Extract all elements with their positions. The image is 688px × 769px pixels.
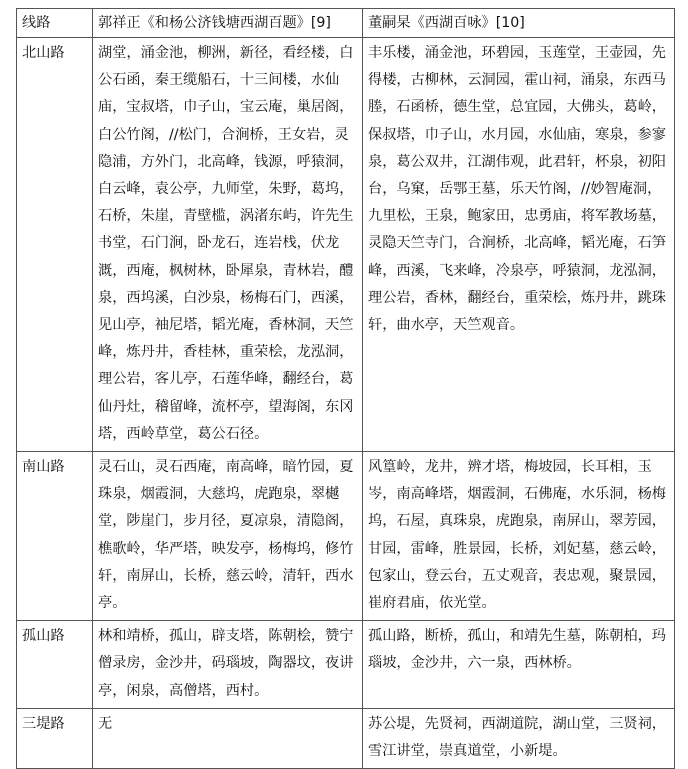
header-dong-sigao: 董嗣杲《西湖百咏》[10] <box>363 9 675 38</box>
table-row <box>17 452 675 621</box>
route-cell: 孤山路 <box>17 621 93 709</box>
route-comparison-table <box>16 8 675 769</box>
header-route: 线路 <box>17 9 93 38</box>
table-row <box>17 38 675 452</box>
table-row <box>17 621 675 709</box>
dong-sites-cell: 风篁岭，龙井，辨才塔，梅坡园，长耳相，玉岑，南高峰塔，烟霞洞，石佛庵，水乐洞，杨梅坞，石屋，真珠泉，虎跑泉，南屏山，翠芳园，甘园，雷峰，胜景园，长桥，刘妃墓，慈云岭，包家山，登云台，五丈观音，表忠观，聚景园，崔府君庙，依光堂。 <box>363 452 675 621</box>
header-guo-xiangzheng: 郭祥正《和杨公济钱塘西湖百题》[9] <box>93 9 363 38</box>
dong-sites-cell: 苏公堤，先贤祠，西湖道院，湖山堂，三贤祠，雪江讲堂，崇真道堂，小新堤。 <box>363 708 675 768</box>
table-header-row <box>17 9 675 38</box>
table-row <box>17 708 675 768</box>
route-cell: 北山路 <box>17 38 93 452</box>
route-cell: 南山路 <box>17 452 93 621</box>
guo-sites-cell: 灵石山，灵石西庵，南高峰，暗竹园，夏珠泉，烟霞洞，大慈坞，虎跑泉，翠樾堂，陟崖门，步月径，夏凉泉，清隐阁，樵歌岭，华严塔，映发亭，杨梅坞，修竹轩，南屏山，长桥，慈云岭，清轩，西水亭。 <box>93 452 363 621</box>
guo-sites-cell: 林和靖桥，孤山，辟支塔，陈朝桧，赞宁僧录房，金沙井，码瑙坡，陶器坟，夜讲亭，闲泉，高僧塔，西村。 <box>93 621 363 709</box>
route-cell: 三堤路 <box>17 708 93 768</box>
guo-sites-cell: 无 <box>93 708 363 768</box>
dong-sites-cell: 丰乐楼，涌金池，环碧园，玉莲堂，王壶园，先得楼，古柳林，云洞园，霍山祠，涌泉，东西马塍，石函桥，德生堂，总宜园，大佛头，葛岭，保叔塔，巾子山，水月园，水仙庙，寒泉，参寥泉，葛公双井，江湖伟观，此君轩，杯泉，初阳台，乌窠，岳鄂王墓，乐天竹阁，//妙智庵洞，九里松，王泉，鲍家田，忠勇庙，将军教场墓，灵隐天竺寺门，合涧桥，北高峰，韬光庵，石笋峰，西溪，飞来峰，冷泉亭，呼猿洞，龙泓洞，理公岩，香林，翻经台，重荣桧，炼丹井，跳珠轩，曲水亭，天竺观音。 <box>363 38 675 452</box>
dong-sites-cell: 孤山路，断桥，孤山，和靖先生墓，陈朝柏，玛瑙坡，金沙井，六一泉，西林桥。 <box>363 621 675 709</box>
guo-sites-cell: 湖堂，涌金池，柳洲，新径，看经楼，白公石函，秦王缆船石，十三间楼，水仙庙，宝叔塔，巾子山，宝云庵，巢居阁，白公竹阁，//松门，合涧桥，王女岩，灵隐浦，方外门，北高峰，钱源，呼猿洞，白云峰，袁公亭，九师堂，朱野，葛坞，石桥，朱崖，青壁槛，涡渚东屿，许先生书堂，石门涧，卧龙石，连岩栈，伏龙溉，西庵，枫树林，卧犀泉，青林岩，醴泉，西坞溪，白沙泉，杨梅石门，西溪，见山亭，袖尼塔，韬光庵，香林洞，天竺峰，炼丹井，香桂林，重荣桧，龙泓洞，理公岩，客儿亭，石莲华峰，翻经台，葛仙丹灶，稽留峰，流杯亭，望海阁，东冈塔，西岭草堂，葛公石径。 <box>93 38 363 452</box>
